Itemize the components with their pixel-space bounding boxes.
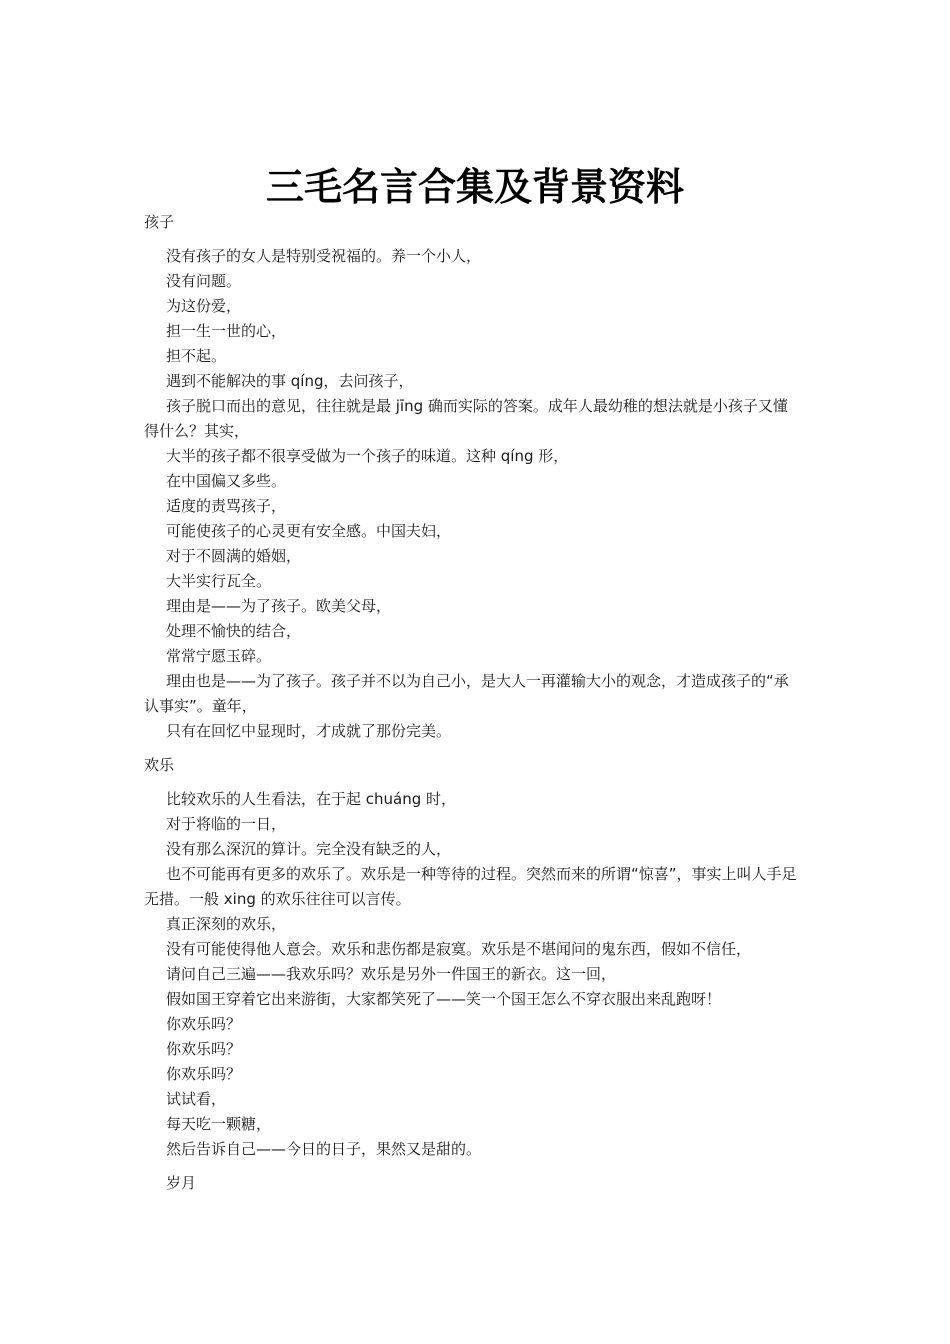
paragraph-line: 大半的孩子都不很享受做为一个孩子的味道。这种 qíng 形， <box>166 447 569 465</box>
spacer <box>144 778 800 787</box>
paragraph-line: 适度的责骂孩子， <box>166 497 287 515</box>
paragraph-line: 比较欢乐的人生看法，在于起 chuáng 时， <box>166 790 457 808</box>
paragraph-line: 担不起。 <box>166 347 227 365</box>
section-heading-joy: 欢乐 <box>144 756 175 774</box>
paragraph-line: 真正深刻的欢乐， <box>166 915 287 933</box>
document-body <box>144 210 800 1196</box>
document-title: 三毛名言合集及背景资料 <box>265 164 684 209</box>
section-heading-years: 岁月 <box>166 1174 197 1192</box>
paragraph-line: 遇到不能解决的事 qíng，去问孩子， <box>166 372 414 390</box>
paragraph-line: 也不可能再有更多的欢乐了。欢乐是一种等待的过程。突然而来的所谓“惊喜”，事实上叫人手足无措。一般 xing 的欢乐往往可以言传。 <box>144 865 797 908</box>
spacer <box>144 744 800 753</box>
paragraph-line: 没有孩子的女人是特别受祝福的。养一个小人， <box>166 247 482 265</box>
paragraph-line: 每天吃一颗糖， <box>166 1115 272 1133</box>
paragraph-line: 在中国偏又多些。 <box>166 472 287 490</box>
paragraph-line: 你欢乐吗？ <box>166 1015 242 1033</box>
spacer <box>144 1162 800 1171</box>
section-joy-lines <box>144 787 800 1162</box>
paragraph-line: 常常宁愿玉碎。 <box>166 647 272 665</box>
section-children-lines <box>144 244 800 744</box>
paragraph-line: 你欢乐吗？ <box>166 1065 242 1083</box>
paragraph-line: 只有在回忆中显现时，才成就了那份完美。 <box>166 722 452 740</box>
paragraph-line: 担一生一世的心， <box>166 322 287 340</box>
paragraph-line: 理由是——为了孩子。欧美父母， <box>166 597 392 615</box>
paragraph-line: 对于将临的一日， <box>166 815 287 833</box>
paragraph-line: 大半实行瓦全。 <box>166 572 272 590</box>
paragraph-line: 请问自己三遍——我欢乐吗？欢乐是另外一件国王的新衣。这一回， <box>166 965 617 983</box>
section-heading-children: 孩子 <box>144 213 175 231</box>
paragraph-line: 然后告诉自己——今日的日子，果然又是甜的。 <box>166 1140 482 1158</box>
paragraph-line: 处理不愉快的结合， <box>166 622 302 640</box>
paragraph-line: 你欢乐吗？ <box>166 1040 242 1058</box>
paragraph-line: 可能使孩子的心灵更有安全感。中国夫妇， <box>166 522 452 540</box>
paragraph-line: 没有可能使得他人意会。欢乐和悲伤都是寂寞。欢乐是不堪闻问的鬼东西，假如不信任， <box>166 940 752 958</box>
paragraph-line: 对于不圆满的婚姻， <box>166 547 302 565</box>
paragraph-line: 没有那么深沉的算计。完全没有缺乏的人， <box>166 840 452 858</box>
paragraph-line: 假如国王穿着它出来游街，大家都笑死了——笑一个国王怎么不穿衣服出来乱跑呀！ <box>166 990 722 1008</box>
paragraph-line: 为这份爱， <box>166 297 242 315</box>
paragraph-line: 试试看， <box>166 1090 227 1108</box>
paragraph-line: 理由也是——为了孩子。孩子并不以为自己小，是大人一再灌输大小的观念，才造成孩子的“承认事实”。童年， <box>144 672 789 715</box>
paragraph-line: 孩子脱口而出的意见，往往就是最 jīng 确而实际的答案。成年人最幼稚的想法就是小孩子又懂得什么？其实， <box>144 397 788 440</box>
spacer <box>144 235 800 244</box>
paragraph-line: 没有问题。 <box>166 272 242 290</box>
